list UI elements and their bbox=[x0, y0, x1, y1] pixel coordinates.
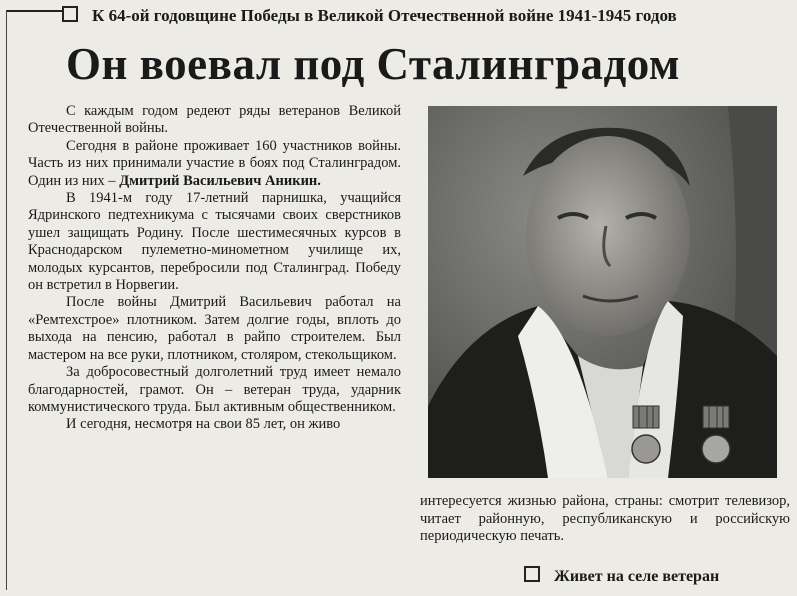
footer-rubric-text: Живет на селе ветеран bbox=[554, 568, 720, 585]
veteran-portrait-image bbox=[428, 106, 777, 478]
continuation-paragraph: интересуется жизнью района, страны: смотрит телевизор, читает районную, республиканскую и российскую периодическую печать. bbox=[420, 493, 790, 545]
article-body-left-column bbox=[28, 103, 401, 434]
paragraph-5: За добросовестный долголетний труд имеет немало благодарностей, грамот. Он – ветеран труда, ударник коммунистического труда. Был активным общественником. bbox=[28, 364, 401, 415]
square-bullet-icon bbox=[524, 566, 540, 582]
paragraph-4: После войны Дмитрий Васильевич работал на «Ремтехстрое» плотником. Затем долгие годы, вплоть до выхода на пенсию, работал в райпо строителем. Был мастером на все руки, плотником, столяром, стекольщиком. bbox=[28, 294, 401, 363]
rubric-text: К 64-ой годовщине Победы в Великой Отечественной войне 1941-1945 годов bbox=[92, 6, 677, 25]
paragraph-6: И сегодня, несмотря на свои 85 лет, он живо bbox=[66, 416, 341, 433]
rubric-footer bbox=[524, 566, 719, 586]
paragraph-1: С каждым годом редеют ряды ветеранов Великой Отечественной войны. bbox=[28, 103, 401, 137]
paragraph-2 bbox=[28, 138, 401, 190]
article-title: Он воевал под Сталинградом bbox=[66, 39, 681, 89]
square-bullet-icon bbox=[62, 6, 78, 22]
paragraph-2-text: Сегодня в районе проживает 160 участников войны. Часть из них принимали участие в боях под Сталинградом. Один из них – bbox=[28, 137, 401, 189]
rubric-header bbox=[62, 6, 787, 26]
article-body-right-column bbox=[420, 493, 790, 546]
paragraph-3: В 1941-м году 17-летний парнишка, учащийся Ядринского педтехникума с тысячами своих сверстников ушел защищать Родину. После шестимесячных курсов в Краснодарском пулеметно-минометном училище их, молодых курсантов, перебросили под Сталинград. Победу он встретил в Норвегии. bbox=[28, 190, 401, 294]
veteran-name: Дмитрий Васильевич Аникин. bbox=[119, 172, 321, 189]
top-rule bbox=[6, 10, 62, 12]
left-rule bbox=[6, 10, 7, 590]
veteran-photo bbox=[428, 106, 777, 478]
